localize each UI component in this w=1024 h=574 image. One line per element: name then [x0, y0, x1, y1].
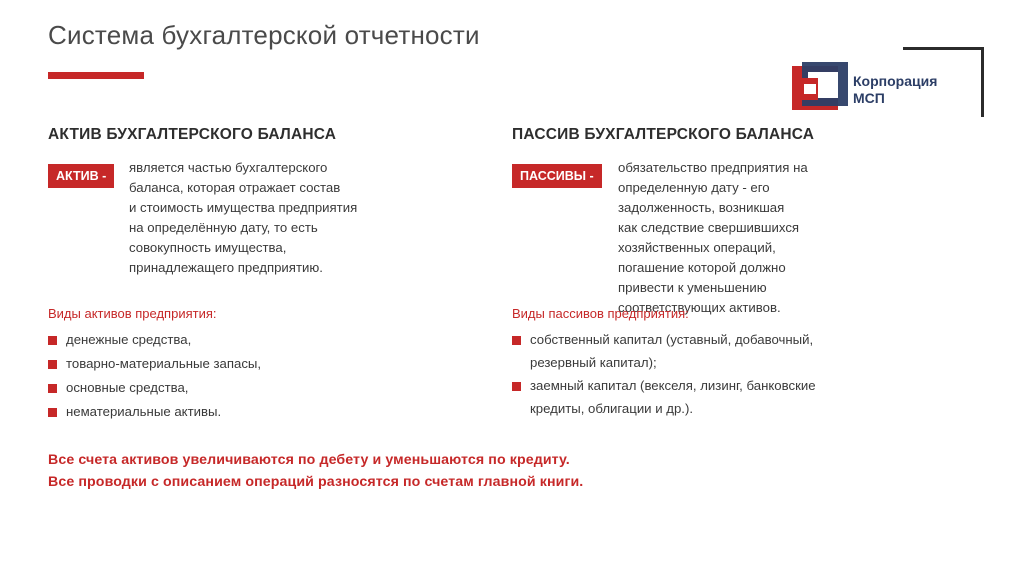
list-item: нематериальные активы.: [48, 400, 261, 424]
assets-definition: [48, 158, 468, 278]
definition-line: и стоимость имущества предприятия: [129, 200, 358, 215]
definition-line: является частью бухгалтерского: [129, 160, 328, 175]
bullet-square-icon: [512, 336, 521, 345]
frame-corner-top: [903, 47, 983, 50]
definition-line: определенную дату - его: [618, 180, 770, 195]
assets-types-heading: Виды активов предприятия:: [48, 306, 217, 321]
summary-line-2: Все проводки с описанием операций разносятся по счетам главной книги.: [48, 474, 584, 490]
list-item: заемный капитал (векселя, лизинг, банковские: [512, 374, 816, 397]
list-item-continuation: кредиты, облигации и др.).: [530, 401, 693, 416]
definition-line: на определённую дату, то есть: [129, 220, 318, 235]
logo-text: [853, 73, 937, 107]
liabilities-tag: ПАССИВЫ -: [512, 164, 602, 188]
definition-line: совокупность имущества,: [129, 240, 287, 255]
title-underline: [48, 72, 144, 79]
frame-corner-right: [981, 47, 984, 117]
list-item: товарно-материальные запасы,: [48, 352, 261, 376]
liabilities-list: [512, 328, 816, 420]
liabilities-types-heading: Виды пассивов предприятия:: [512, 306, 689, 321]
bullet-square-icon: [512, 382, 521, 391]
list-item-continuation: резервный капитал);: [530, 355, 657, 370]
liabilities-heading: ПАССИВ БУХГАЛТЕРСКОГО БАЛАНСА: [512, 126, 815, 143]
list-item: собственный капитал (уставный, добавочный,: [512, 328, 816, 351]
bullet-square-icon: [48, 408, 57, 417]
liabilities-definition: [512, 158, 932, 318]
definition-line: как следствие свершившихся: [618, 220, 800, 235]
definition-line: хозяйственных операций,: [618, 240, 776, 255]
list-item: денежные средства,: [48, 328, 261, 352]
liabilities-column: [512, 126, 932, 416]
assets-heading: АКТИВ БУХГАЛТЕРСКОГО БАЛАНСА: [48, 126, 337, 143]
definition-line: баланса, которая отражает состав: [129, 180, 341, 195]
definition-line: обязательство предприятия на: [618, 160, 808, 175]
list-item: основные средства,: [48, 376, 261, 400]
page-title: Система бухгалтерской отчетности: [48, 20, 480, 50]
definition-line: погашение которой должно: [618, 260, 786, 275]
bullet-square-icon: [48, 336, 57, 345]
definition-line: принадлежащего предприятию.: [129, 260, 323, 275]
definition-line: соответствующих активов.: [618, 300, 781, 315]
logo-line-2: МСП: [853, 90, 885, 106]
assets-list: [48, 328, 261, 424]
definition-line: привести к уменьшению: [618, 280, 767, 295]
summary-note: [48, 449, 583, 493]
bullet-square-icon: [48, 360, 57, 369]
assets-tag: АКТИВ -: [48, 164, 114, 188]
logo-line-1: Корпорация: [853, 73, 938, 89]
summary-line-1: Все счета активов увеличиваются по дебету и уменьшаются по кредиту.: [48, 452, 570, 468]
bullet-square-icon: [48, 384, 57, 393]
assets-column: [48, 126, 468, 419]
definition-line: задолженность, возникшая: [618, 200, 785, 215]
